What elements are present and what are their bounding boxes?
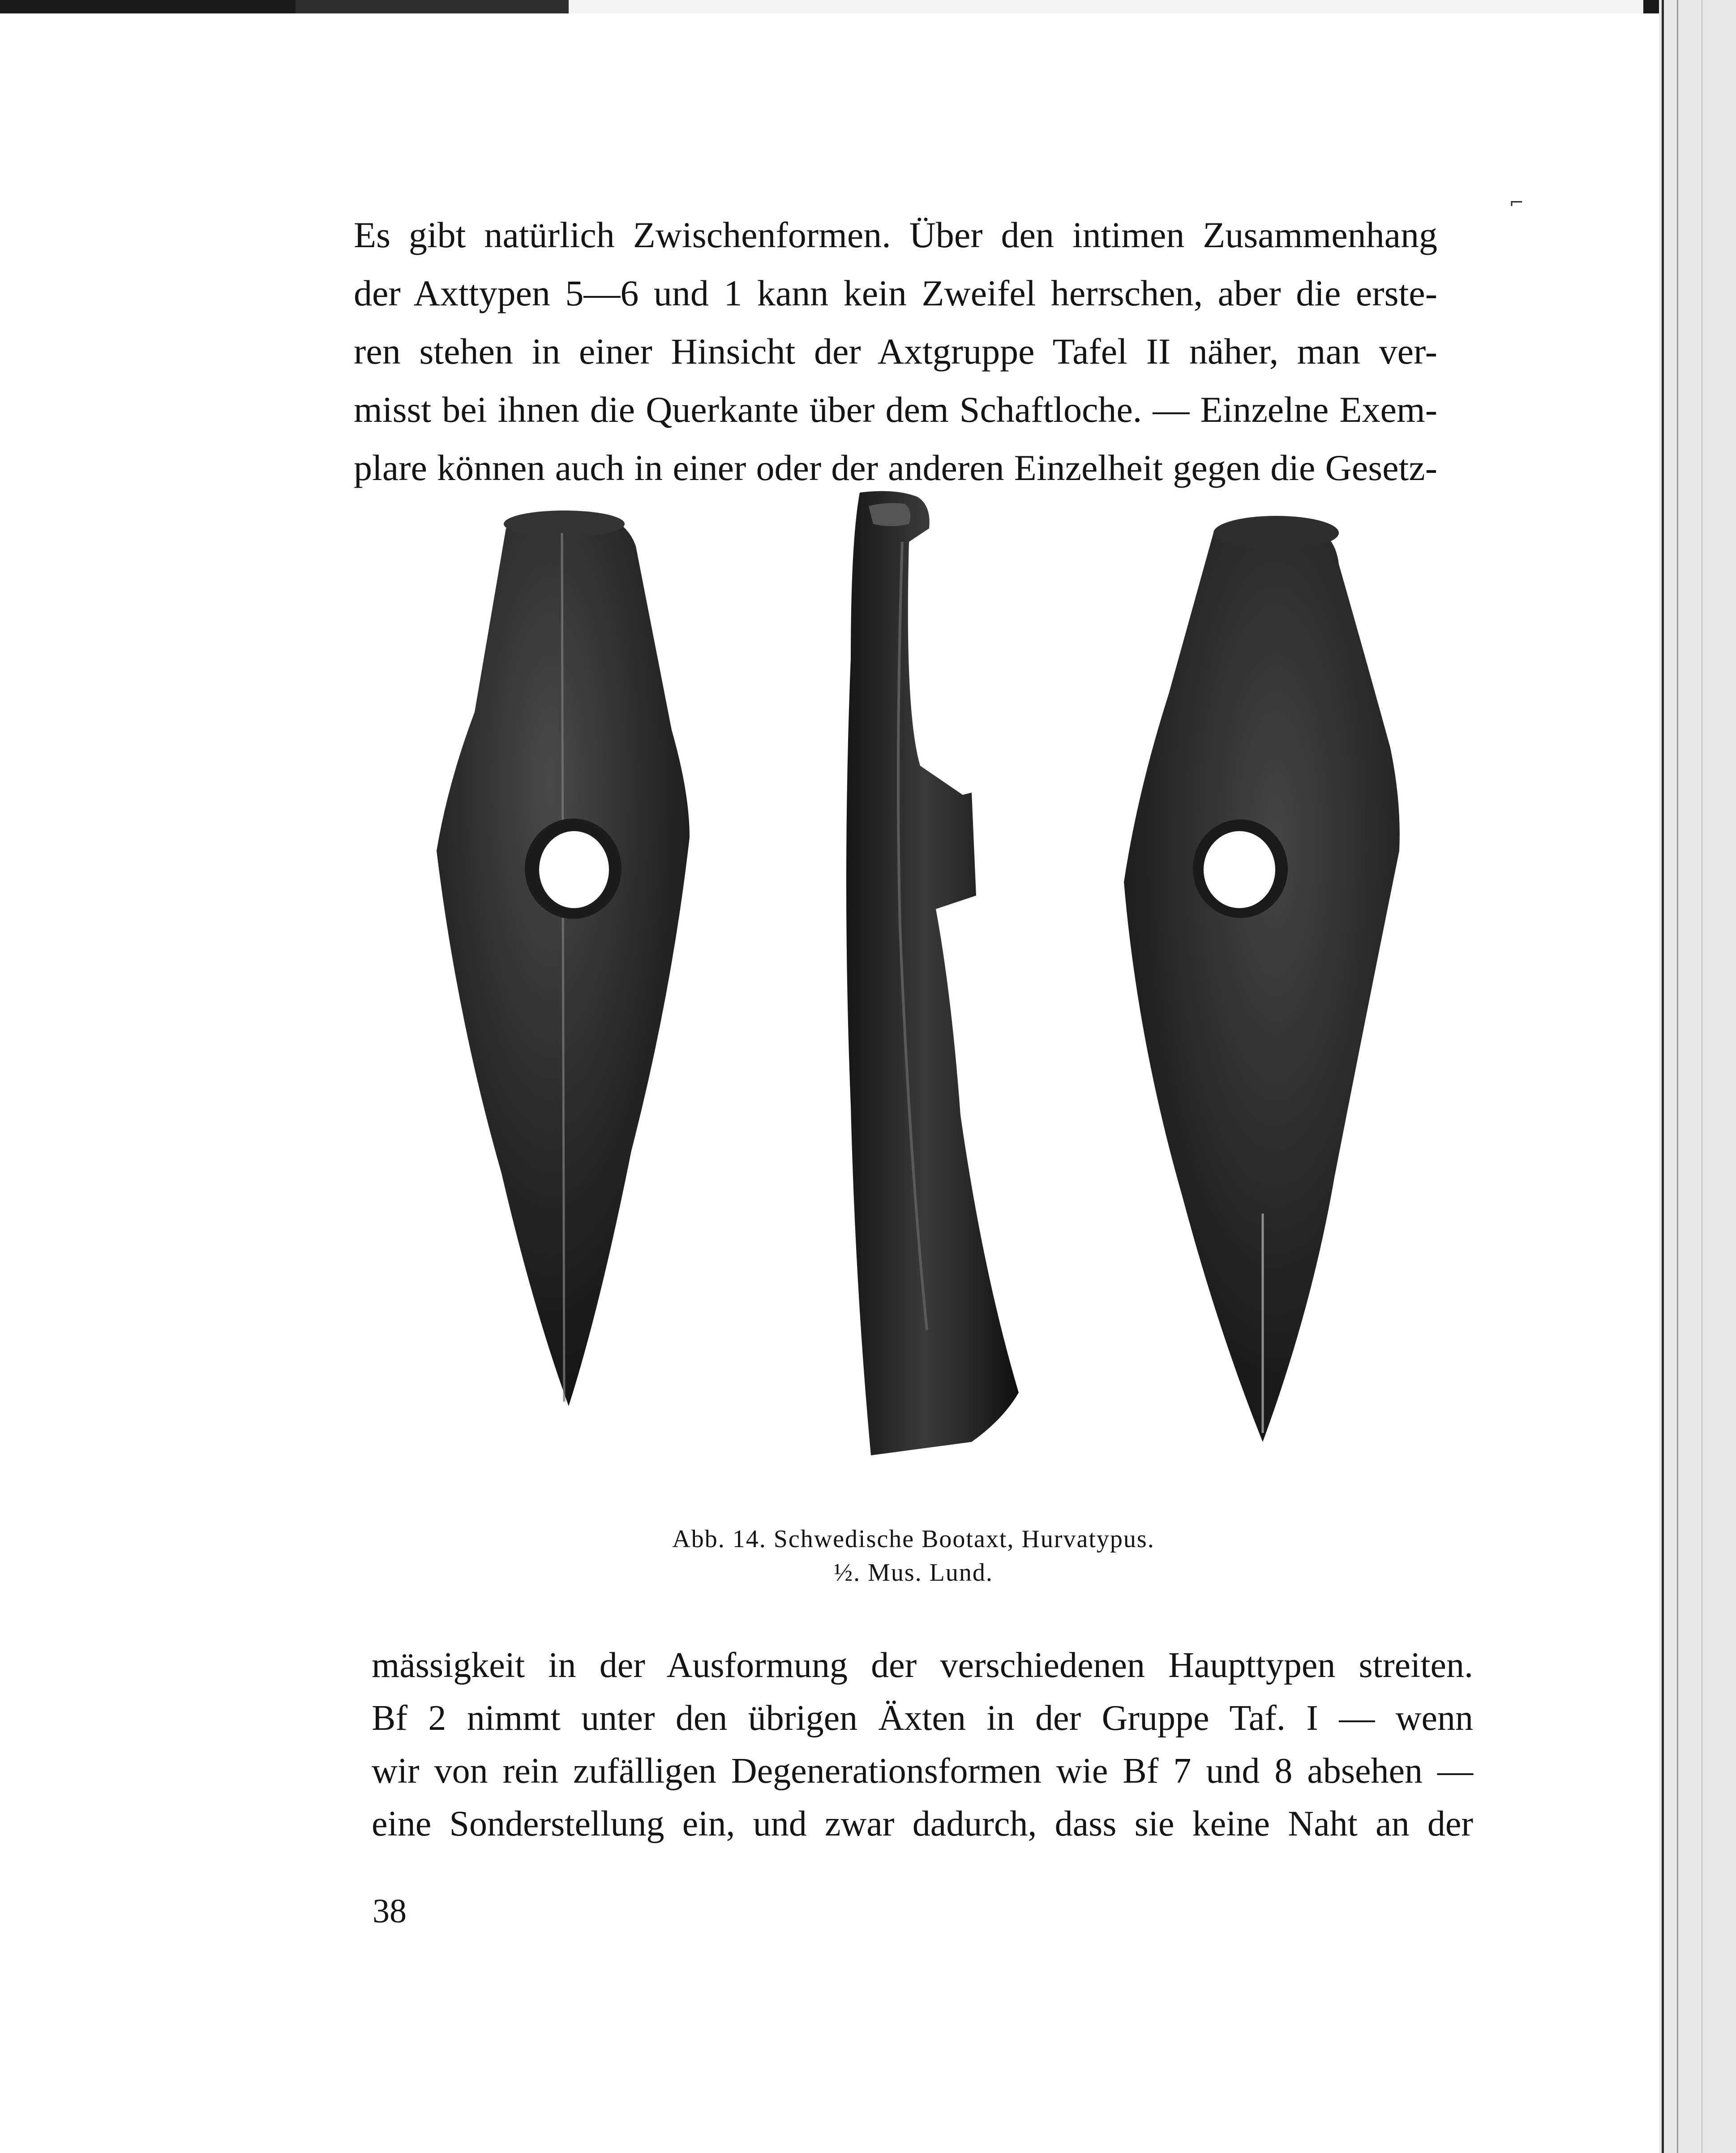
text-line: ren stehen in einer Hinsicht der Axtgruppe Tafel II näher, man ver- xyxy=(354,331,1437,372)
text-line: plare können auch in einer oder der anderen Einzelheit gegen die Gesetz- xyxy=(354,447,1437,488)
text-line: Bf 2 nimmt unter den übrigen Äxten in der Gruppe Taf. I — wenn xyxy=(372,1698,1473,1738)
text-line: Es gibt natürlich Zwischenformen. Über den intimen Zusammenhang xyxy=(354,214,1437,255)
page-number: 38 xyxy=(373,1892,407,1930)
text-line: mässigkeit in der Ausformung der verschiedenen Haupttypen streiten. xyxy=(372,1646,1473,1685)
paragraph-top xyxy=(354,206,1437,497)
corner-mark: ⌐ xyxy=(1509,193,1524,213)
boat-axe-photograph xyxy=(421,479,1505,1509)
scan-border-top xyxy=(0,0,1736,13)
text-line: wir von rein zufälligen Degenerationsformen wie Bf 7 und 8 absehen — xyxy=(372,1751,1473,1791)
axe-side-view xyxy=(846,491,1019,1455)
text-line: misst bei ihnen die Querkante über dem Schaftloche. — Einzelne Exem- xyxy=(354,389,1437,430)
axe-top-view xyxy=(437,510,690,1406)
axe-bottom-view xyxy=(1124,516,1400,1442)
text-line: der Axttypen 5—6 und 1 kann kein Zweifel herrschen, aber die erste- xyxy=(354,273,1437,313)
text-line: eine Sonderstellung ein, und zwar dadurch, dass sie keine Naht an der xyxy=(372,1804,1473,1844)
book-edge xyxy=(1659,0,1736,2153)
paragraph-bottom xyxy=(372,1639,1473,1850)
figure-caption-scale: ½. Mus. Lund. xyxy=(834,1559,993,1587)
figure-caption: Abb. 14. Schwedische Bootaxt, Hurvatypus. xyxy=(672,1525,1155,1553)
